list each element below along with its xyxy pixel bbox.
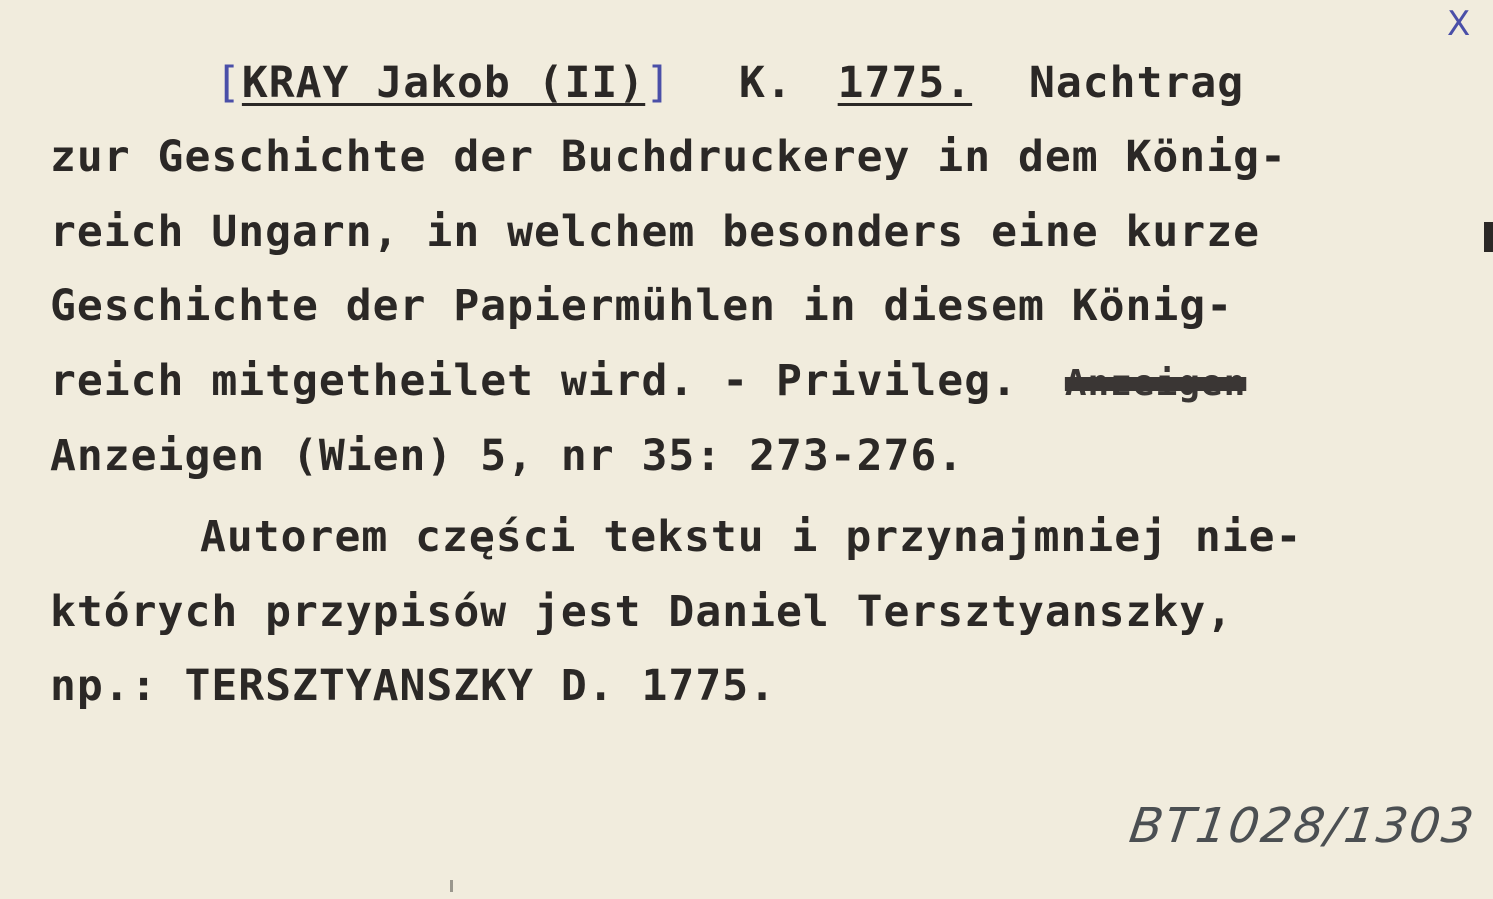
heading-line bbox=[215, 58, 1244, 108]
note-line-2: których przypisów jest Daniel Tersztyanszky, bbox=[50, 587, 1234, 637]
catalog-number: BT1028/1303 bbox=[1126, 798, 1479, 854]
entry-letter: K. bbox=[739, 58, 793, 108]
body-line-2: reich Ungarn, in welchem besonders eine kurze bbox=[50, 207, 1260, 257]
body-line-4-text: reich mitgetheilet wird. - Privileg. bbox=[50, 356, 1018, 406]
edge-mark bbox=[1484, 222, 1493, 252]
title-start: Nachtrag bbox=[1029, 58, 1245, 108]
author-name: KRAY Jakob (II) bbox=[241, 58, 646, 108]
body-line-3: Geschichte der Papiermühlen in diesem König- bbox=[50, 281, 1234, 331]
corner-mark: X bbox=[1447, 4, 1471, 44]
bracket-close: ] bbox=[645, 58, 673, 108]
entry-year: 1775. bbox=[837, 58, 973, 108]
body-line-1: zur Geschichte der Buchdruckerey in dem König- bbox=[50, 132, 1287, 182]
bottom-mark bbox=[450, 880, 453, 892]
bracket-open: [ bbox=[215, 58, 242, 108]
struck-word: Anzeigen bbox=[1064, 363, 1247, 404]
body-line-5: Anzeigen (Wien) 5, nr 35: 273-276. bbox=[50, 431, 965, 481]
note-line-3: np.: TERSZTYANSZKY D. 1775. bbox=[50, 661, 776, 711]
body-line-4 bbox=[50, 356, 1246, 406]
note-line-1: Autorem części tekstu i przynajmniej nie- bbox=[200, 512, 1303, 562]
